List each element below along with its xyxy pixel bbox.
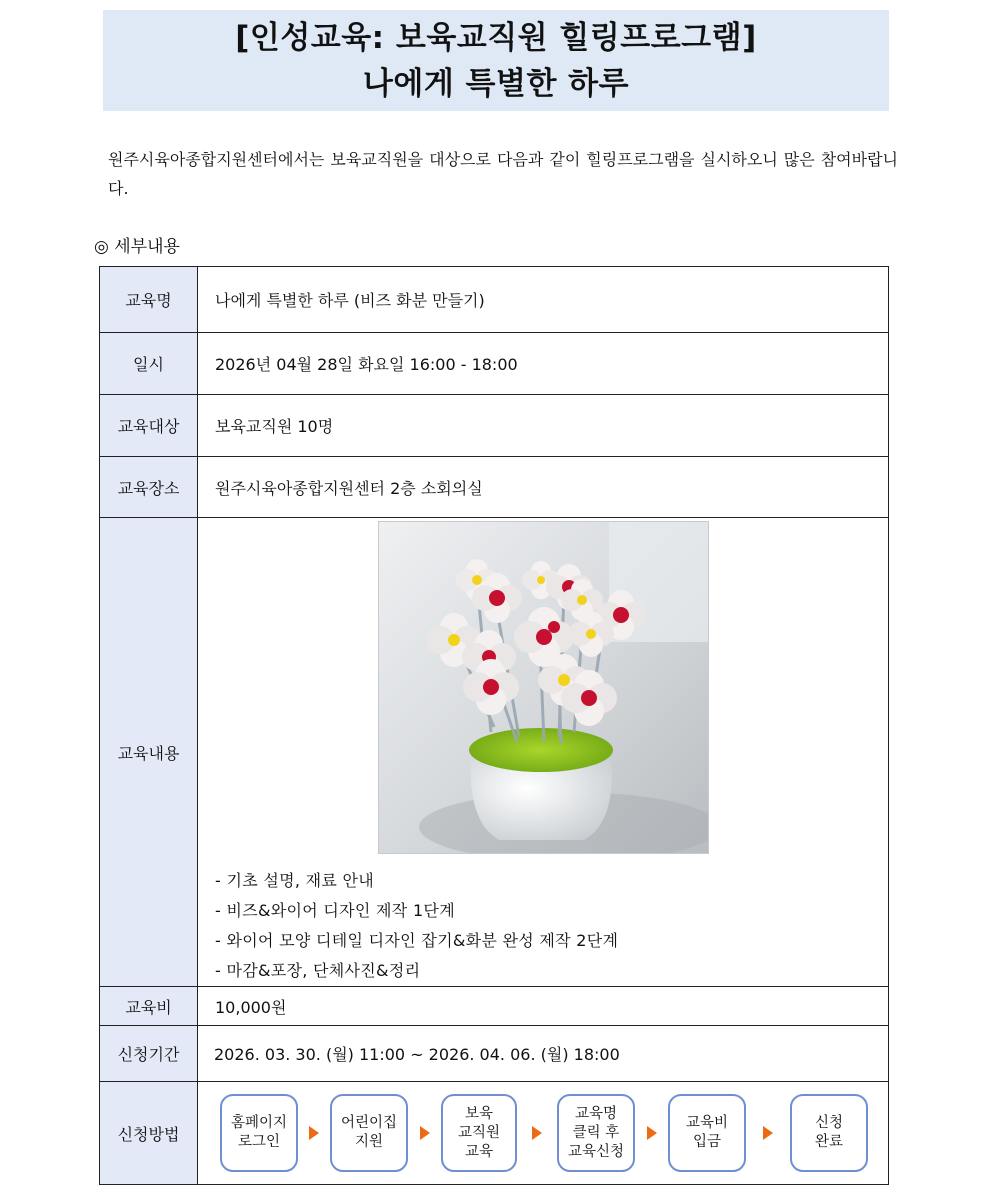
value-name: 나에게 특별한 하루 (비즈 화분 만들기) <box>198 267 889 333</box>
flow-step-4-line-1: 교육명 <box>574 1105 618 1122</box>
flow-step-3-line-1: 보육 <box>464 1105 493 1122</box>
bead-flower-pot-illustration <box>379 522 708 853</box>
content-step: - 마감&포장, 단체사진&정리 <box>215 961 421 980</box>
value-target: 보육교직원 10명 <box>198 395 889 457</box>
flow-step-2 <box>330 1094 408 1172</box>
label-date: 일시 <box>100 333 198 395</box>
flow-step-5-line-1: 교육비 <box>685 1115 729 1131</box>
row-name <box>100 267 889 333</box>
photo-wrap <box>198 518 888 858</box>
apply-flow <box>198 1082 888 1184</box>
row-period <box>100 1026 889 1082</box>
flow-step-3-line-2: 교직원 <box>457 1124 501 1141</box>
label-target: 교육대상 <box>100 395 198 457</box>
value-content <box>198 518 889 987</box>
row-fee <box>100 987 889 1026</box>
label-place: 교육장소 <box>100 457 198 518</box>
flow-step-5-line-2: 입금 <box>692 1134 721 1150</box>
content-step: - 와이어 모양 디테일 디자인 잡기&화분 완성 제작 2단계 <box>215 931 619 950</box>
content-step: - 기초 설명, 재료 안내 <box>215 871 375 890</box>
section-heading: ◎ 세부내용 <box>94 237 180 257</box>
arrow-right-icon <box>763 1126 773 1140</box>
row-content <box>100 518 889 987</box>
label-fee: 교육비 <box>100 987 198 1026</box>
label-content: 교육내용 <box>100 518 198 987</box>
value-date: 2026년 04월 28일 화요일 16:00 - 18:00 <box>198 333 889 395</box>
flow-step-1-line-1: 홈페이지 <box>230 1115 288 1131</box>
flow-step-3 <box>441 1094 517 1172</box>
arrow-right-icon <box>309 1126 319 1140</box>
label-period: 신청기간 <box>100 1026 198 1082</box>
value-fee: 10,000원 <box>198 987 889 1026</box>
value-period: 2026. 03. 30. (월) 11:00 ~ 2026. 04. 06. (월) 18:00 <box>198 1026 889 1082</box>
row-method <box>100 1082 889 1185</box>
value-method <box>198 1082 889 1185</box>
title-line-1: [인성교육: 보육교직원 힐링프로그램] <box>235 19 757 56</box>
flow-step-6-line-2: 완료 <box>814 1134 843 1150</box>
flow-step-4-line-2: 클릭 후 <box>572 1124 620 1141</box>
row-target <box>100 395 889 457</box>
content-step: - 비즈&와이어 디자인 제작 1단계 <box>215 901 455 920</box>
flow-step-2-line-2: 지원 <box>354 1134 383 1150</box>
flow-step-2-line-1: 어린이집 <box>340 1115 398 1131</box>
content-steps-list <box>198 866 888 986</box>
label-name: 교육명 <box>100 267 198 333</box>
title-banner <box>103 10 889 111</box>
flow-step-4-line-3: 교육신청 <box>567 1143 625 1160</box>
intro-paragraph: 원주시육아종합지원센터에서는 보육교직원을 대상으로 다음과 같이 힐링프로그램을 실시하오니 많은 참여바랍니다. <box>108 150 898 198</box>
arrow-right-icon <box>420 1126 430 1140</box>
flow-step-1 <box>220 1094 298 1172</box>
flow-step-6-line-1: 신청 <box>814 1115 843 1131</box>
row-place <box>100 457 889 518</box>
arrow-right-icon <box>532 1126 542 1140</box>
flow-step-5 <box>668 1094 746 1172</box>
flow-step-1-line-2: 로그인 <box>237 1134 281 1150</box>
value-place: 원주시육아종합지원센터 2층 소회의실 <box>198 457 889 518</box>
title-line-2: 나에게 특별한 하루 <box>362 65 630 102</box>
bead-flower-pot-photo <box>378 521 709 854</box>
label-method: 신청방법 <box>100 1082 198 1185</box>
arrow-right-icon <box>647 1126 657 1140</box>
flow-step-6 <box>790 1094 868 1172</box>
row-date <box>100 333 889 395</box>
flow-step-3-line-3: 교육 <box>464 1143 493 1160</box>
flow-step-4 <box>557 1094 635 1172</box>
detail-table <box>99 266 889 1185</box>
